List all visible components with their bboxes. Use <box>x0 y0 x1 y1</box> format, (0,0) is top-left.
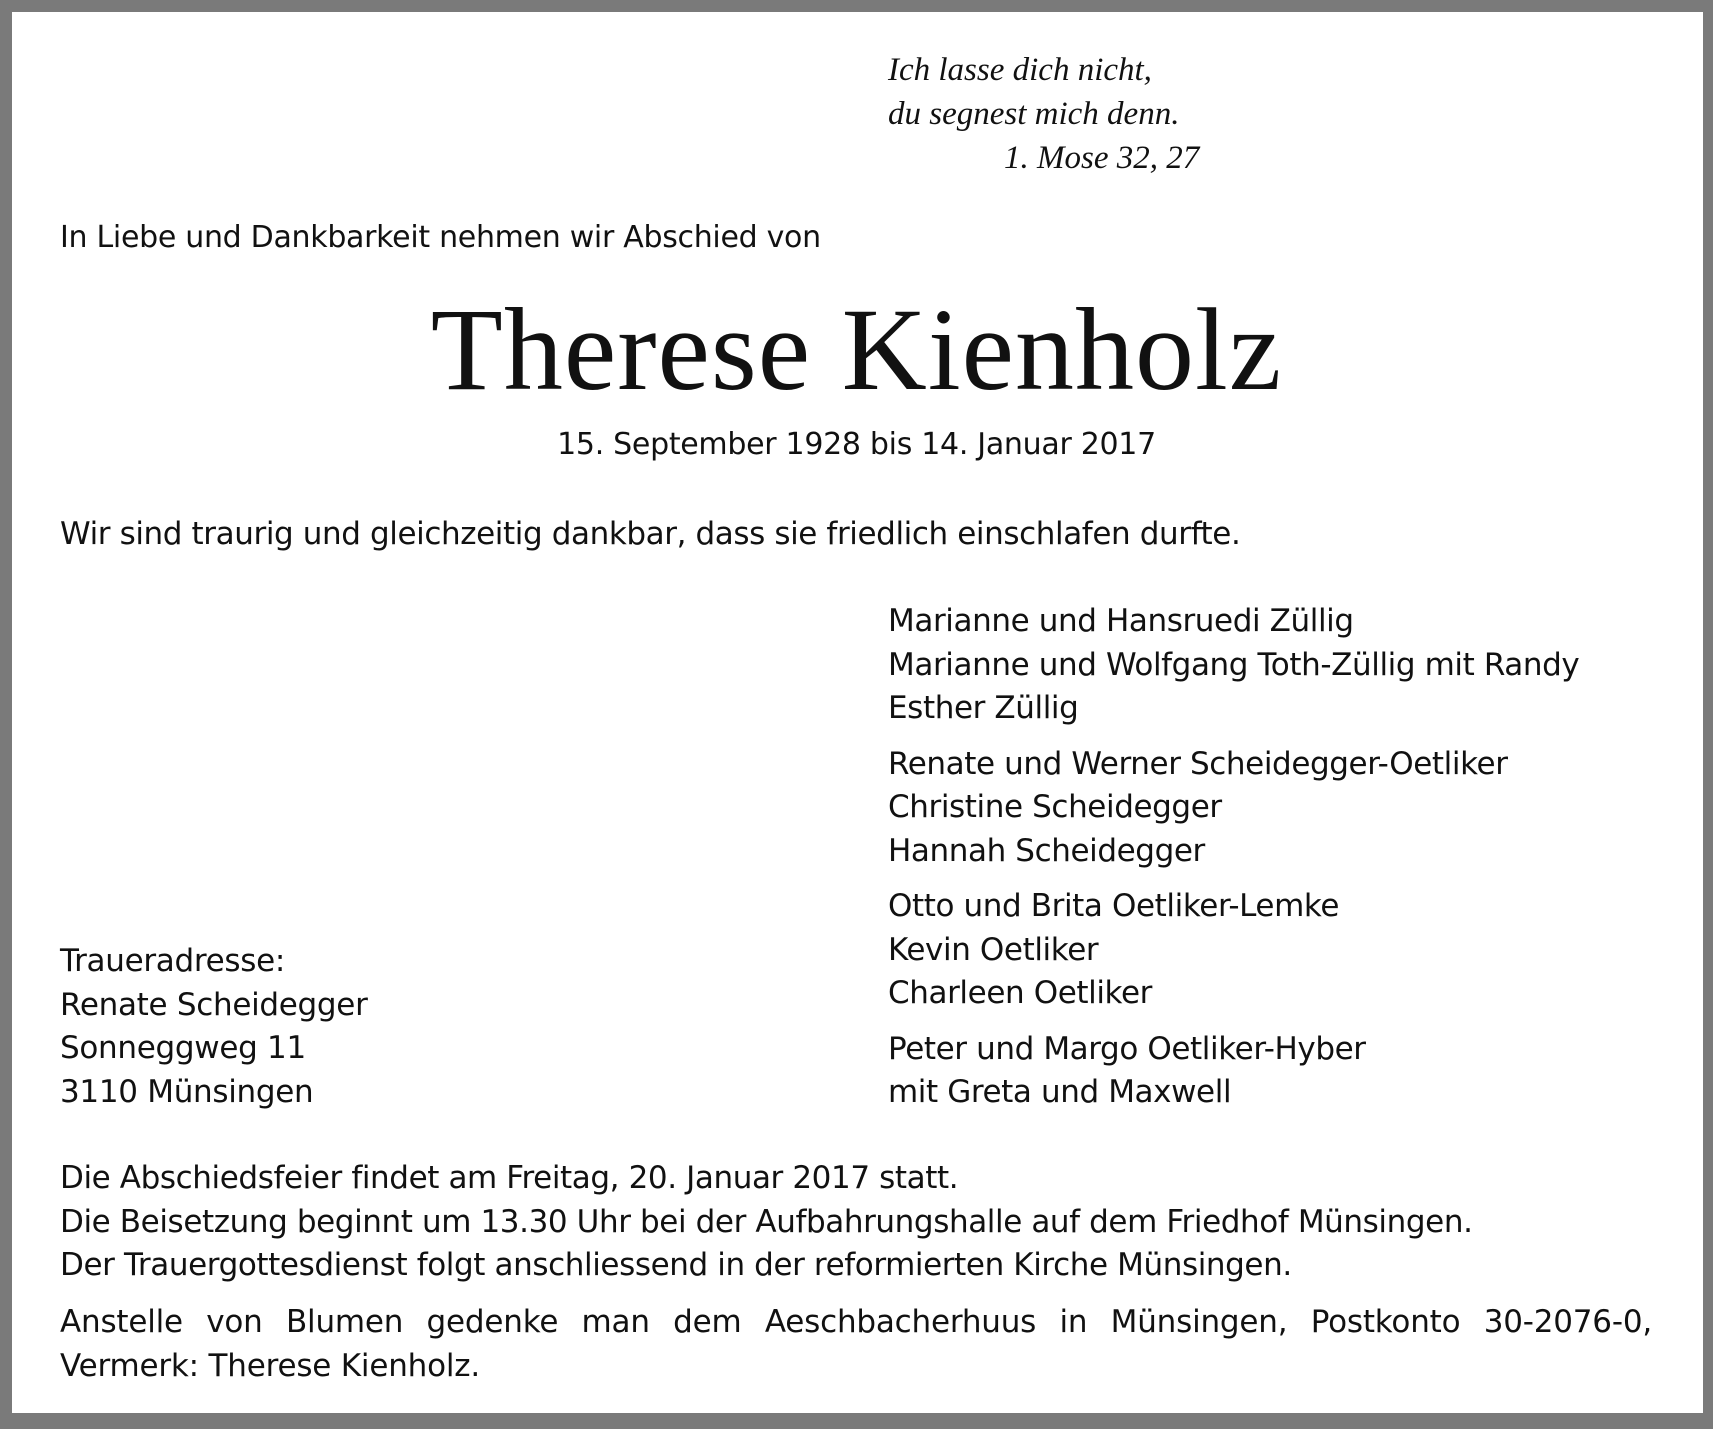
address-city: 3110 Münsingen <box>60 1073 314 1110</box>
family-statement: Wir sind traurig und gleichzeitig dankbar, dass sie friedlich einschlafen durfte. <box>60 516 1241 552</box>
family-member: Renate und Werner Scheidegger-Oetliker <box>888 745 1508 782</box>
mourning-address <box>60 940 368 1114</box>
family-group <box>888 600 1579 731</box>
family-member: Marianne und Hansruedi Züllig <box>888 603 1354 639</box>
intro-text: In Liebe und Dankbarkeit nehmen wir Abschied von <box>60 220 821 255</box>
verse-line: du segnest mich denn. <box>888 96 1180 132</box>
service-line: Der Trauergottesdienst folgt anschliessend in der reformierten Kirche Münsingen. <box>60 1247 1292 1283</box>
address-label: Traueradresse: <box>60 943 286 979</box>
verse-line: Ich lasse dich nicht, <box>888 52 1152 88</box>
family-member: Otto und Brita Oetliker-Lemke <box>888 888 1340 924</box>
family-member: Esther Züllig <box>888 690 1079 726</box>
verse-reference: 1. Mose 32, 27 <box>1004 140 1200 176</box>
donation-note: Anstelle von Blumen gedenke man dem Aeschbacherhuus in Münsingen, Postkonto 30-2076-0, Vermerk: Therese Kienholz. <box>60 1304 1652 1384</box>
family-group <box>888 743 1579 874</box>
family-member: Marianne und Wolfgang Toth-Züllig mit Randy <box>888 646 1580 683</box>
deceased-name: Therese Kienholz <box>430 284 1283 415</box>
address-street: Sonneggweg 11 <box>60 1030 306 1066</box>
family-group <box>888 1028 1579 1115</box>
life-dates: 15. September 1928 bis 14. Januar 2017 <box>557 427 1156 462</box>
service-line: Die Abschiedsfeier findet am Freitag, 20. Januar 2017 statt. <box>60 1160 959 1196</box>
service-details <box>60 1157 1660 1288</box>
bible-verse <box>888 48 1199 180</box>
family-group <box>888 885 1579 1016</box>
family-member: Charleen Oetliker <box>888 975 1153 1011</box>
family-member: Christine Scheidegger <box>888 789 1222 825</box>
family-member: mit Greta und Maxwell <box>888 1074 1232 1110</box>
family-list <box>888 600 1579 1127</box>
family-member: Peter und Margo Oetliker-Hyber <box>888 1030 1366 1067</box>
address-name: Renate Scheidegger <box>60 986 368 1023</box>
service-line: Die Beisetzung beginnt um 13.30 Uhr bei der Aufbahrungshalle auf dem Friedhof Münsingen. <box>60 1203 1473 1240</box>
family-member: Kevin Oetliker <box>888 931 1099 968</box>
family-member: Hannah Scheidegger <box>888 832 1205 869</box>
